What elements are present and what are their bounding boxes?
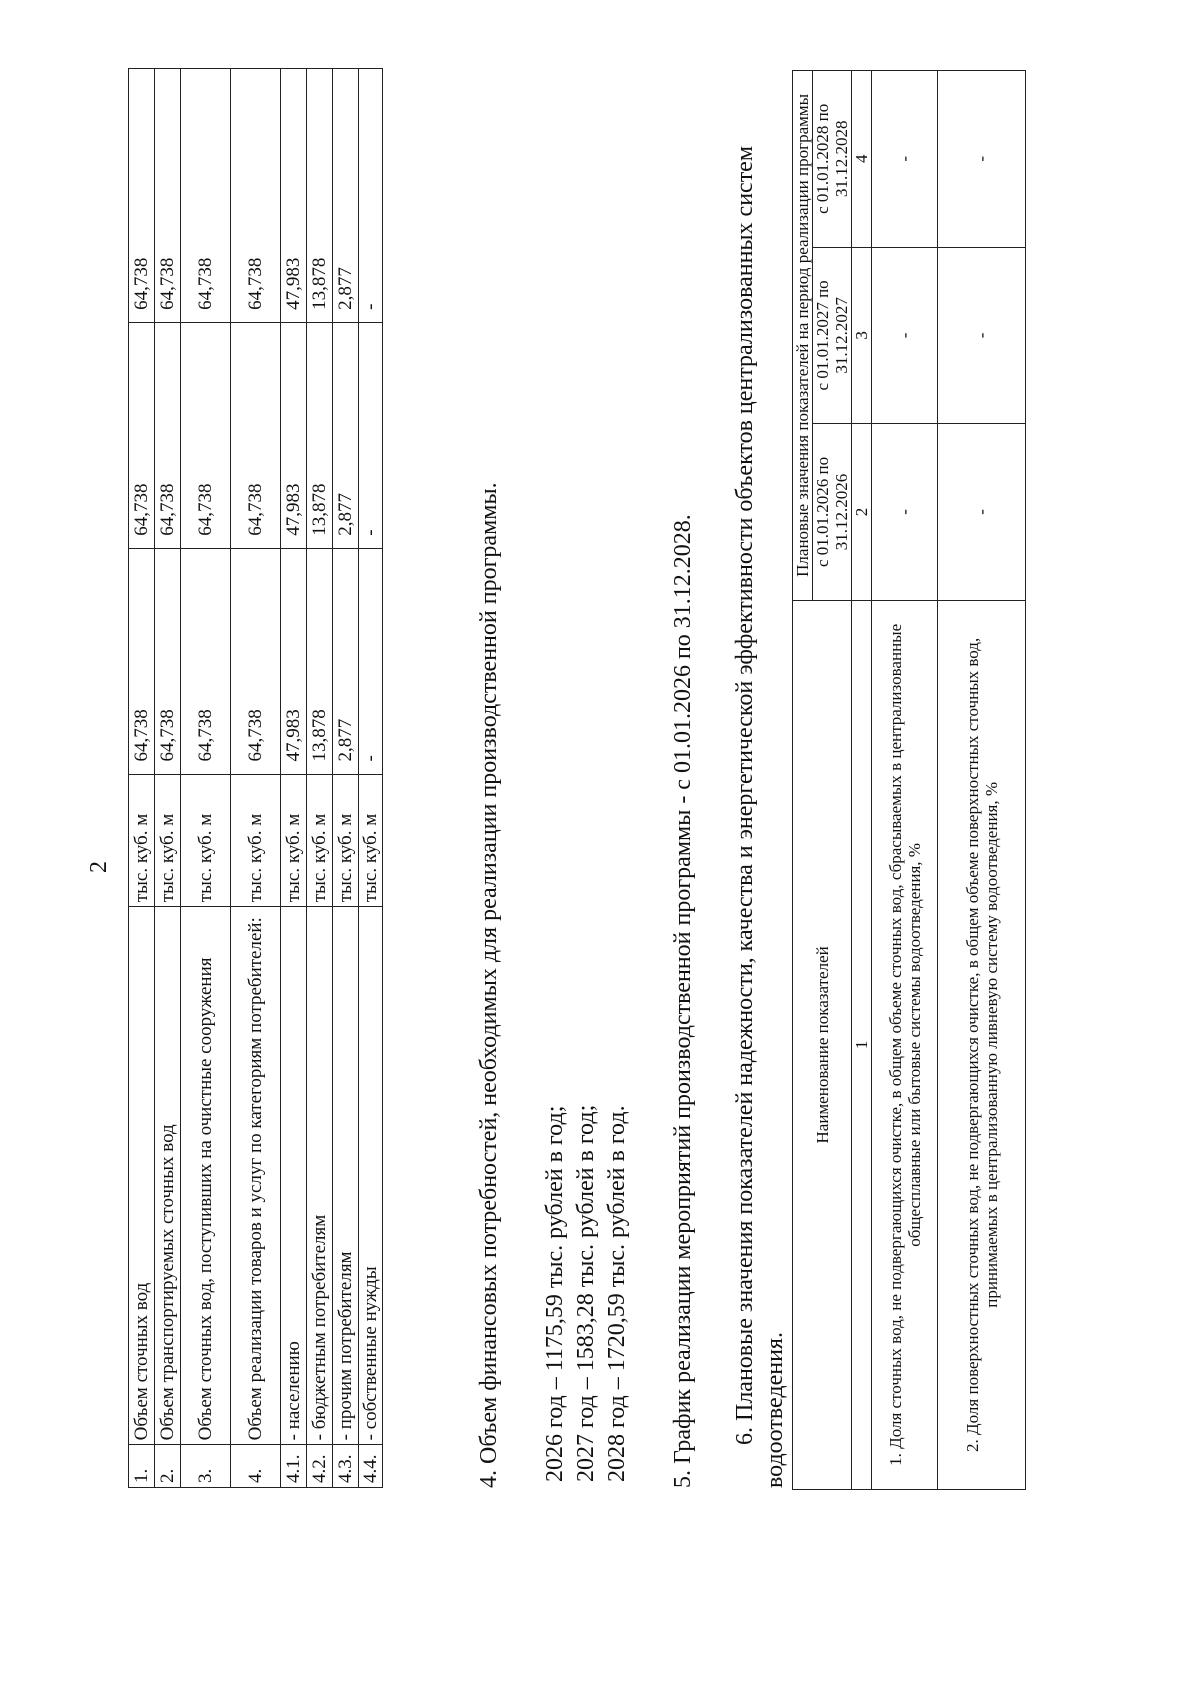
period-header: с 01.01.2026 по 31.12.2026 xyxy=(813,424,852,601)
table-row xyxy=(181,69,231,1488)
page-number: 2 xyxy=(86,861,112,873)
row-number: 4.4. xyxy=(359,1445,383,1488)
value-cell: 64,738 xyxy=(231,322,281,548)
value-cell: 64,738 xyxy=(231,548,281,774)
indicator-name: 2. Доля поверхностных сточных вод, не подвергающихся очистке, в общем объеме поверхностных сточных вод, принимаемых в централизованную ливневую систему водоотведения, % xyxy=(938,600,1026,1489)
row-name: Объем сточных вод xyxy=(129,907,155,1445)
indicator-name: 1. Доля сточных вод, не подвергающихся очистке, в общем объеме сточных вод, сбрасываемых в централизованные общесплавные или бытовые системы водоотведения, % xyxy=(872,600,938,1489)
value-cell: - xyxy=(359,548,383,774)
value-cell: 64,738 xyxy=(181,548,231,774)
value-cell: - xyxy=(938,424,1026,601)
unit-cell: тыс. куб. м xyxy=(129,774,155,907)
value-cell: 64,738 xyxy=(155,69,181,323)
row-name: Объем транспортируемых сточных вод xyxy=(155,907,181,1445)
unit-cell: тыс. куб. м xyxy=(359,774,383,907)
column-number: 2 xyxy=(852,424,872,601)
value-cell: 64,738 xyxy=(181,322,231,548)
year-line: 2026 год – 1175,59 тыс. рублей в год; xyxy=(542,1105,568,1482)
section-4-heading: 4. Объем финансовых потребностей, необходимых для реализации производственной программы. xyxy=(476,482,502,1488)
unit-cell: тыс. куб. м xyxy=(155,774,181,907)
row-number: 2. xyxy=(155,1445,181,1488)
column-number: 1 xyxy=(852,600,872,1489)
value-cell: 2,877 xyxy=(333,548,359,774)
value-cell: 47,983 xyxy=(281,322,307,548)
unit-cell: тыс. куб. м xyxy=(333,774,359,907)
table-row xyxy=(333,69,359,1488)
table-row xyxy=(938,71,1026,1490)
row-name: - населению xyxy=(281,907,307,1445)
value-cell: 47,983 xyxy=(281,548,307,774)
column-number: 4 xyxy=(852,71,872,248)
table-row xyxy=(307,69,333,1488)
row-number: 3. xyxy=(181,1445,231,1488)
unit-cell: тыс. куб. м xyxy=(231,774,281,907)
value-cell: - xyxy=(872,247,938,424)
row-name: - бюджетным потребителям xyxy=(307,907,333,1445)
value-cell: - xyxy=(938,71,1026,248)
table-row xyxy=(359,69,383,1488)
value-cell: 64,738 xyxy=(231,69,281,323)
table-row xyxy=(155,69,181,1488)
row-number: 4.2. xyxy=(307,1445,333,1488)
value-cell: 13,878 xyxy=(307,322,333,548)
indicators-table xyxy=(792,70,1026,1490)
row-number: 1. xyxy=(129,1445,155,1488)
row-name: Объем реализации товаров и услуг по категориям потребителей: xyxy=(231,907,281,1445)
value-cell: 13,878 xyxy=(307,69,333,323)
value-cell: 64,738 xyxy=(181,69,231,323)
period-header: с 01.01.2027 по 31.12.2027 xyxy=(813,247,852,424)
column-header-name: Наименование показателей xyxy=(793,600,852,1489)
unit-cell: тыс. куб. м xyxy=(307,774,333,907)
header-row xyxy=(793,71,813,1490)
volumes-table xyxy=(128,68,383,1488)
value-cell: - xyxy=(359,322,383,548)
value-cell: 64,738 xyxy=(155,548,181,774)
value-cell: - xyxy=(872,424,938,601)
row-name: Объем сточных вод, поступивших на очистные сооружения xyxy=(181,907,231,1445)
value-cell: - xyxy=(872,71,938,248)
value-cell: 47,983 xyxy=(281,69,307,323)
financial-needs-list xyxy=(540,1105,633,1482)
unit-cell: тыс. куб. м xyxy=(281,774,307,907)
row-name: - прочим потребителям xyxy=(333,907,359,1445)
year-line: 2028 год – 1720,59 тыс. рублей в год. xyxy=(604,1105,630,1482)
table-row xyxy=(231,69,281,1488)
unit-cell: тыс. куб. м xyxy=(181,774,231,907)
value-cell: 2,877 xyxy=(333,69,359,323)
row-number: 4.3. xyxy=(333,1445,359,1488)
value-cell: 64,738 xyxy=(129,322,155,548)
value-cell: 64,738 xyxy=(129,69,155,323)
period-header: с 01.01.2028 по 31.12.2028 xyxy=(813,71,852,248)
value-cell: - xyxy=(359,69,383,323)
column-number-row xyxy=(852,71,872,1490)
year-line: 2027 год – 1583,28 тыс. рублей в год; xyxy=(573,1104,599,1482)
table-row xyxy=(281,69,307,1488)
section-5-heading: 5. График реализации мероприятий производственной программы - с 01.01.2026 по 31.12.2028. xyxy=(670,514,696,1488)
value-cell: 64,738 xyxy=(155,322,181,548)
value-cell: - xyxy=(938,247,1026,424)
table-row xyxy=(129,69,155,1488)
value-cell: 13,878 xyxy=(307,548,333,774)
row-number: 4. xyxy=(231,1445,281,1488)
section-6-heading: 6. Плановые значения показателей надежности, качества и энергетической эффективности объектов централизованных систем водоотведения. xyxy=(732,145,788,1488)
column-header-group: Плановые значения показателей на период реализации программы xyxy=(793,71,813,601)
value-cell: 64,738 xyxy=(129,548,155,774)
column-number: 3 xyxy=(852,247,872,424)
value-cell: 2,877 xyxy=(333,322,359,548)
row-name: - собственные нужды xyxy=(359,907,383,1445)
table-row xyxy=(872,71,938,1490)
row-number: 4.1. xyxy=(281,1445,307,1488)
